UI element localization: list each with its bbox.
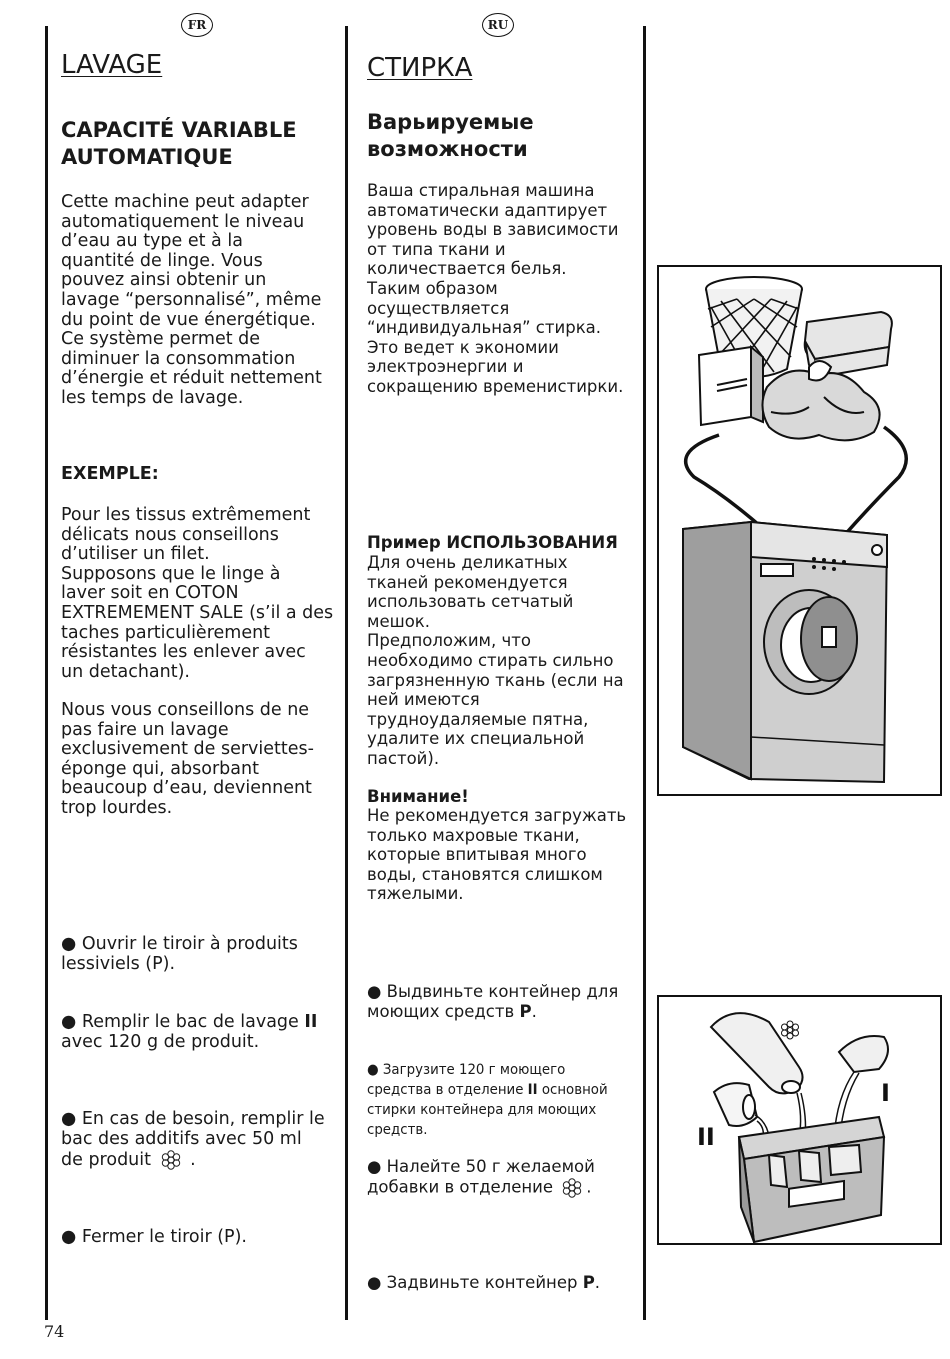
fr-title: LAVAGE	[61, 50, 163, 80]
language-badge-fr: FR	[181, 13, 213, 37]
ru-example-text: Для очень деликатных тканей рекомендуется использовать сетчатый мешок. Предположим, что необходимо стирать сильно загрязненную ткань (если на ней имеются трудноудаляемые пятна, удалите их специальной пастой).	[367, 553, 624, 768]
ru-subtitle: Варьируемые возможности	[367, 110, 534, 161]
page-number: 74	[44, 1322, 65, 1341]
column-rule-right	[643, 26, 646, 1320]
fr-step-2: ● Remplir le bac de lavage II avec 120 g de produit.	[61, 1012, 318, 1052]
fr-warning-text: Nous vous conseillons de ne pas faire un lavage exclusivement de serviettes- éponge qui, absorbant beaucoup d’eau, deviennent trop lourdes.	[61, 700, 314, 818]
fr-intro-text: Cette machine peut adapter automatiquement le niveau d’eau au type et à la quantité de linge. Vous pouvez ainsi obtenir un lavage “personnalisé”, même du point de vue énergétique. Ce système permet de diminuer la consommation d’énergie et réduit nettement les temps de lavage.	[61, 192, 322, 408]
fabric-softener-flower-icon	[558, 1177, 586, 1199]
compartment-I-label: I	[881, 1079, 890, 1107]
fabric-softener-flower-icon	[157, 1149, 185, 1171]
ru-step-2: ● Загрузите 120 г моющего средства в отделение II основной стирки контейнера для моющих средств.	[367, 1062, 608, 1138]
ru-title: СТИРКА	[367, 53, 473, 83]
detergent-drawer-illustration-frame	[657, 995, 942, 1245]
laundry-basket-illustration	[659, 267, 940, 794]
fr-step-4: ● Fermer le tiroir (P).	[61, 1227, 247, 1247]
detergent-drawer-illustration	[659, 997, 940, 1243]
ru-step-1: ● Выдвиньте контейнер для моющих средств P.	[367, 982, 619, 1021]
ru-intro-text: Ваша стиральная машина автоматически адаптирует уровень воды в зависимости от типа ткани и количествается белья. Таким образом осуществляется “индивидуальная” стирка. Это ведет к экономии электроэнергии и сокращению временистирки.	[367, 181, 624, 396]
compartment-II-label: II	[697, 1123, 715, 1151]
fr-example-text: Pour les tissus extrêmement délicats nous conseillons d’utiliser un filet. Supposons que le linge à laver soit en COTON EXTREMEMENT SALE (s’il a des taches particulièrement résistantes les enlever avec un detachant).	[61, 505, 334, 682]
fr-step-3: ● En cas de besoin, remplir le bac des additifs avec 50 ml de produit .	[61, 1109, 325, 1171]
ru-step-4: ● Задвиньте контейнер P.	[367, 1273, 601, 1292]
fr-subtitle: CAPACITÉ VARIABLE AUTOMATIQUE	[61, 118, 297, 169]
column-rule-left	[45, 26, 48, 1320]
fr-step-1: ● Ouvrir le tiroir à produits lessiviels (P).	[61, 934, 298, 974]
column-rule-middle	[345, 26, 348, 1320]
ru-step-3: ● Налейте 50 г желаемой добавки в отделение .	[367, 1157, 595, 1199]
ru-example-heading: Пример ИСПОЛЬЗОВАНИЯ	[367, 533, 618, 552]
ru-warning-heading: Внимание!	[367, 787, 469, 806]
ru-warning-text: Не рекомендуется загружать только махровые ткани, которые впитывая много воды, становятся слишком тяжелыми.	[367, 806, 627, 904]
laundry-to-machine-illustration-frame	[657, 265, 942, 796]
language-badge-ru: RU	[482, 13, 514, 37]
fr-example-heading: EXEMPLE:	[61, 464, 159, 484]
